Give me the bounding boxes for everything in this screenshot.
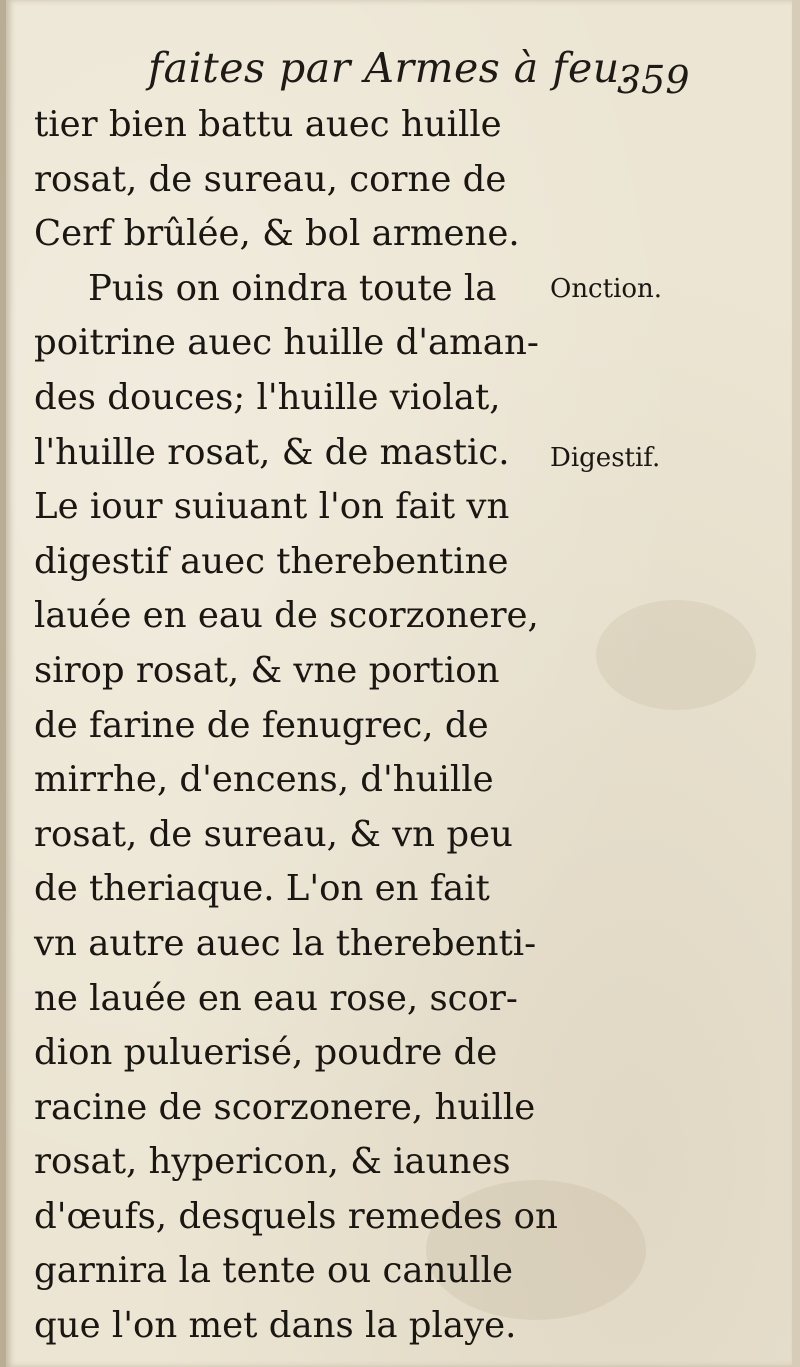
text-line: poitrine auec huille d'aman-: [34, 322, 539, 364]
text-line: digestif auec therebentine: [34, 540, 509, 582]
text-line: des douces; l'huille violat,: [34, 376, 501, 418]
text-line: racine de scorzonere, huille: [34, 1086, 536, 1128]
text-line: tier bien battu auec huille: [34, 104, 502, 145]
text-line: l'huille rosat, & de mastic.: [34, 431, 510, 473]
page-number: 359: [617, 58, 690, 102]
text-line: Puis on oindra toute la: [88, 267, 497, 309]
text-line: garnira la tente ou canulle: [34, 1250, 514, 1292]
paper-stain: [596, 600, 756, 710]
text-line: d'œufs, desquels remedes on: [34, 1195, 558, 1237]
running-head: faites par Armes à feu.: [148, 44, 634, 92]
text-line: ne lauée en eau rose, scor-: [34, 977, 518, 1019]
text-line: rosat, de sureau, & vn peu: [34, 813, 513, 855]
text-line: Cerf brûlée, & bol armene.: [34, 213, 520, 255]
page-edge: [792, 0, 800, 1367]
text-line: Le iour suiuant l'on fait vn: [34, 486, 510, 528]
text-line: lauée en eau de scorzonere,: [34, 595, 539, 637]
text-line: mirrhe, d'encens, d'huille: [34, 759, 494, 801]
margin-note-onction: Onction.: [550, 274, 663, 304]
text-line: de farine de fenugrec, de: [34, 704, 489, 746]
text-line: rosat, de sureau, corne de: [34, 158, 507, 200]
text-line: que l'on met dans la playe.: [34, 1305, 517, 1347]
text-line: sirop rosat, & vne portion: [34, 649, 500, 691]
body-text: [34, 98, 558, 1354]
text-line: vn autre auec la therebenti-: [34, 922, 537, 964]
margin-note-digestif: Digestif.: [550, 443, 661, 473]
text-line: de theriaque. L'on en fait: [34, 868, 490, 910]
text-line: rosat, hypericon, & iaunes: [34, 1141, 511, 1183]
text-line: dion puluerisé, poudre de: [34, 1032, 498, 1074]
